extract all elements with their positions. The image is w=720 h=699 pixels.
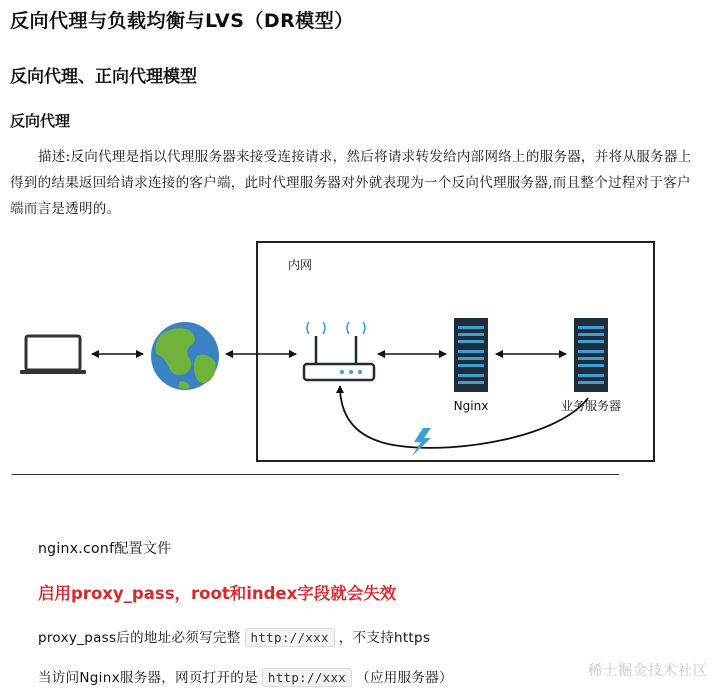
access-note-suffix: （应用服务器） bbox=[356, 670, 453, 686]
intranet-label: 内网 bbox=[288, 258, 313, 272]
access-note-text: 当访问Nginx服务器，网页打开的是 bbox=[38, 670, 258, 686]
conf-caption: nginx.conf配置文件 bbox=[38, 541, 172, 557]
watermark: 稀土掘金技术社区 bbox=[588, 663, 708, 679]
laptop-icon bbox=[20, 336, 86, 374]
proxy-pass-note-text: proxy_pass后的地址必须写完整 bbox=[38, 630, 241, 646]
page-title: 反向代理与负载均衡与LVS（DR模型） bbox=[10, 10, 354, 32]
proxy-pass-note bbox=[38, 626, 430, 646]
subsection-title: 反向代理 bbox=[10, 112, 71, 130]
proxy-pass-note-suffix: ，不支持https bbox=[338, 630, 431, 646]
lightning-icon bbox=[412, 428, 431, 456]
divider bbox=[12, 474, 619, 475]
router-icon bbox=[304, 322, 374, 380]
app-server-label: 业务服务器 bbox=[560, 399, 622, 413]
globe-icon bbox=[151, 322, 219, 390]
warning-text: 启用proxy_pass，root和index字段就会失效 bbox=[38, 584, 397, 603]
nginx-label: Nginx bbox=[453, 399, 489, 413]
inline-code: http://xxx bbox=[262, 668, 352, 687]
description-paragraph: 描述:反向代理是指以代理服务器来接受连接请求，然后将请求转发给内部网络上的服务器，并将从服务器上得到的结果返回给请求连接的客户端，此时代理服务器对外就表现为一个反向代理服务器,而且整个过程对于客户端而言是透明的。 bbox=[10, 149, 692, 217]
response-curve bbox=[340, 386, 588, 448]
nginx-server-icon bbox=[454, 318, 488, 392]
inline-code: http://xxx bbox=[245, 628, 335, 647]
section-title: 反向代理、正向代理模型 bbox=[10, 67, 197, 87]
reverse-proxy-diagram bbox=[0, 236, 720, 472]
app-server-icon bbox=[574, 318, 608, 392]
access-note bbox=[38, 666, 453, 686]
